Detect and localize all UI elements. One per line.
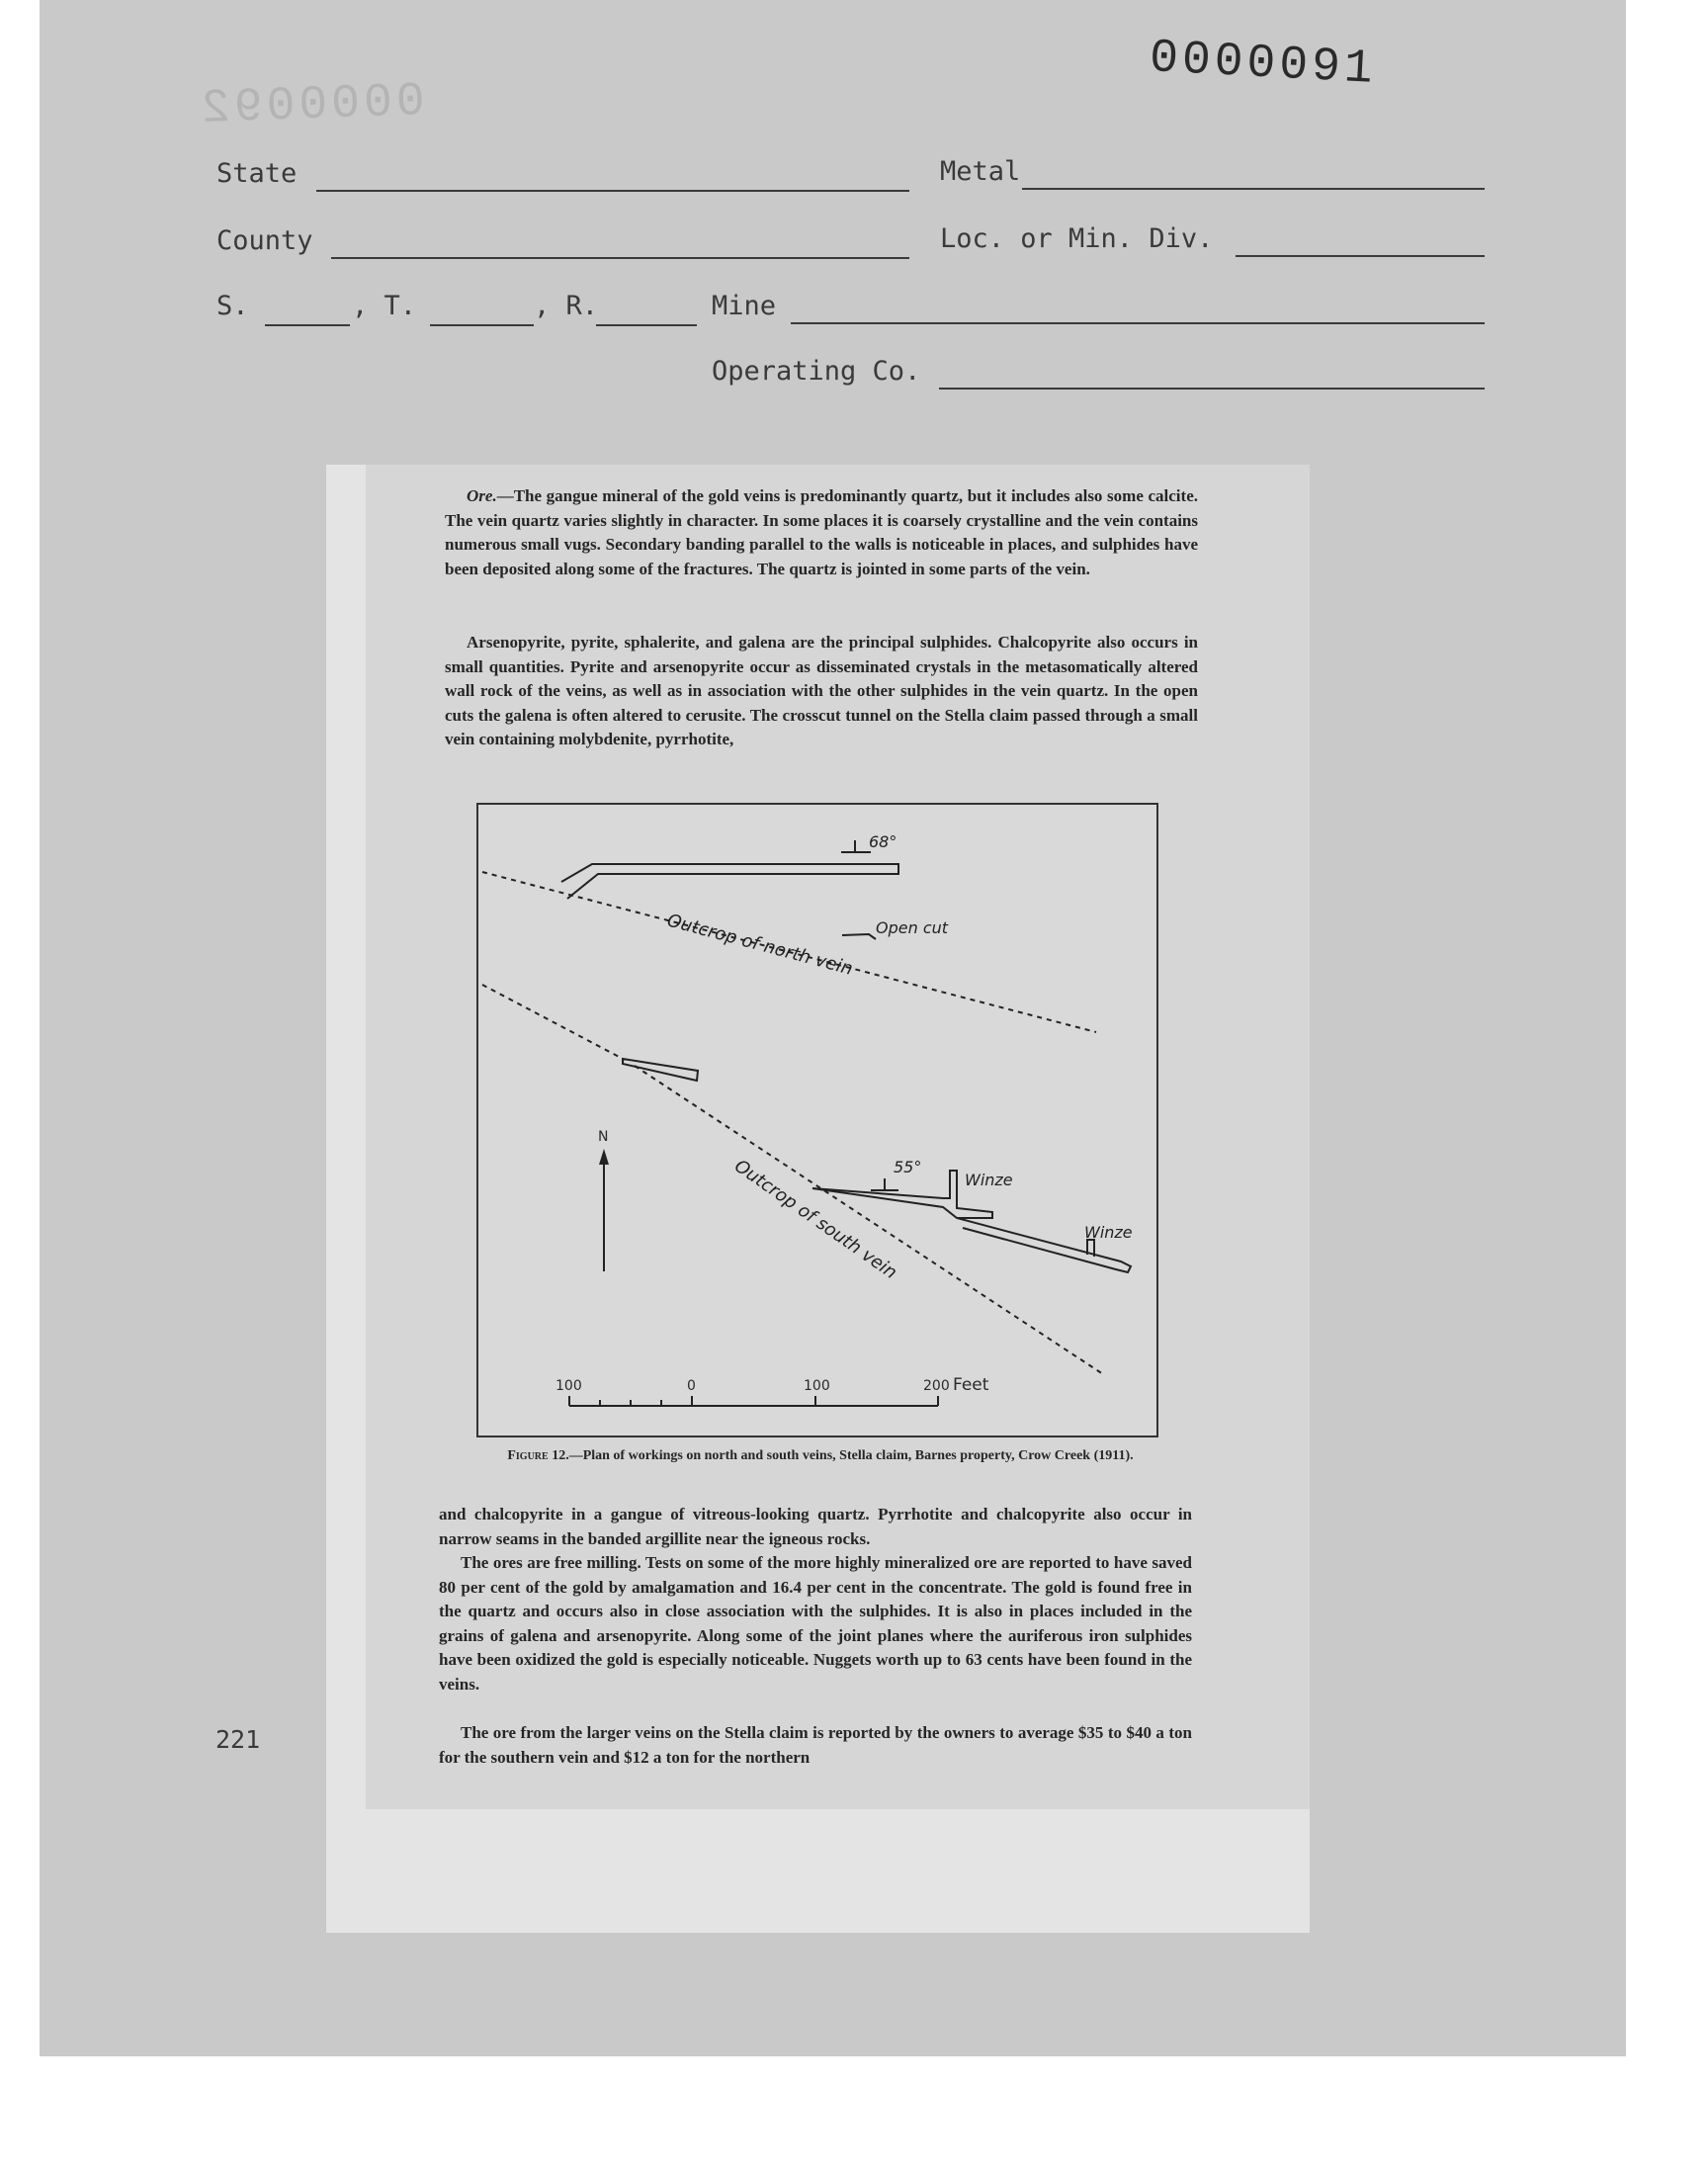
mine-field-line[interactable] — [791, 322, 1485, 324]
state-field-line[interactable] — [316, 190, 909, 192]
township-field-line[interactable] — [430, 324, 534, 326]
operating-company-field-line[interactable] — [939, 388, 1485, 390]
state-label: State — [216, 158, 298, 189]
paragraph-ore-text: —The gangue mineral of the gold veins is predominantly quartz, but it includes also some calcite. The vein quartz varies slightly in character. In some places it is coarsely crystalline and the vein contains numerous small vugs. Secondary banding parallel to the walls is noticeable in places, and sulphides have been deposited along some of the fractures. The quartz is jointed in some parts of the vein. — [445, 486, 1198, 578]
south-vein-outcrop-line-lower — [635, 1066, 1103, 1374]
north-arrow-head — [599, 1149, 609, 1165]
range-field-line[interactable] — [596, 324, 697, 326]
north-arrow-label: N — [598, 1129, 609, 1145]
south-vein-outcrop-line-upper — [482, 985, 625, 1060]
south-vein-label: Outcrop of south vein — [730, 1155, 901, 1284]
paragraph-ore — [445, 484, 1198, 581]
open-cut-mark — [842, 934, 876, 939]
scale-label-100-left: 100 — [555, 1378, 582, 1394]
workings-plan-drawing — [478, 805, 1156, 1436]
paragraph-ore-heading: Ore. — [467, 486, 497, 505]
mine-label: Mine — [712, 291, 777, 321]
township-label: , T. — [352, 291, 417, 321]
county-field-line[interactable] — [331, 257, 909, 259]
paragraph-ore-value: The ore from the larger veins on the Stella claim is reported by the owners to average $35 to $40 a ton for the southern vein and $12 a ton for the northern — [439, 1723, 1192, 1767]
location-label: Loc. or Min. Div. — [940, 223, 1214, 254]
winze-label-1: Winze — [965, 1171, 1013, 1189]
page-number: 221 — [215, 1725, 261, 1754]
north-drift — [561, 864, 898, 899]
section-field-line[interactable] — [265, 324, 350, 326]
section-label: S. — [216, 291, 249, 321]
north-dip-label: 68° — [869, 832, 897, 851]
operating-company-label: Operating Co. — [712, 356, 921, 387]
paragraph-free-milling: The ores are free milling. Tests on some of the more highly mineralized ore are reported to have saved 80 per cent of the gold by amalgamation and 16.4 per cent in the concentrate. The gold is found free in the quartz and occurs also in close association with the sulphides. It is also in places included in the grains of galena and arsenopyrite. Along some of the joint planes where the auriferous iron sulphides have been oxidized the gold is especially noticeable. Nuggets worth up to 63 cents have been found in the veins. — [439, 1553, 1192, 1694]
scale-label-0: 0 — [687, 1378, 696, 1394]
range-label: , R. — [534, 291, 599, 321]
document-number-stamp: 0000091 — [1148, 32, 1378, 97]
open-cut-label: Open cut — [876, 918, 949, 937]
figure-caption-text: —Plan of workings on north and south veins, Stella claim, Barnes property, Crow Creek (1911). — [568, 1448, 1134, 1463]
county-label: County — [216, 225, 313, 256]
paragraph-sulphides: Arsenopyrite, pyrite, sphalerite, and galena are the principal sulphides. Chalcopyrite also occurs in small quantities. Pyrite and arsenopyrite occur as disseminated crystals in the metasomatically altered wall rock of the veins, as well as in association with the other sulphides in the vein quartz. In the open cuts the galena is often altered to cerusite. The crosscut tunnel on the Stella claim passed through a small vein containing molybdenite, pyrrhotite, — [445, 633, 1198, 748]
figure-caption — [435, 1446, 1206, 1465]
mirrored-number-stamp: 0000092 — [197, 75, 426, 136]
winze-label-2: Winze — [1084, 1223, 1133, 1242]
metal-field-line[interactable] — [1022, 188, 1485, 190]
figure-caption-number: Figure 12. — [507, 1448, 569, 1463]
scale-unit-label: Feet — [953, 1375, 989, 1395]
scale-label-100-right: 100 — [804, 1378, 830, 1394]
north-vein-label: Outcrop of north vein — [664, 910, 855, 980]
metal-label: Metal — [940, 156, 1021, 187]
south-dip-label: 55° — [894, 1158, 922, 1176]
scale-label-200: 200 — [923, 1378, 950, 1394]
south-short-drift — [623, 1059, 698, 1081]
figure-12-plan — [476, 803, 1158, 1437]
paragraph-chalcopyrite: and chalcopyrite in a gangue of vitreous-looking quartz. Pyrrhotite and chalcopyrite also occur in narrow seams in the banded argillite near the igneous rocks. — [439, 1505, 1192, 1548]
location-field-line[interactable] — [1236, 255, 1485, 257]
